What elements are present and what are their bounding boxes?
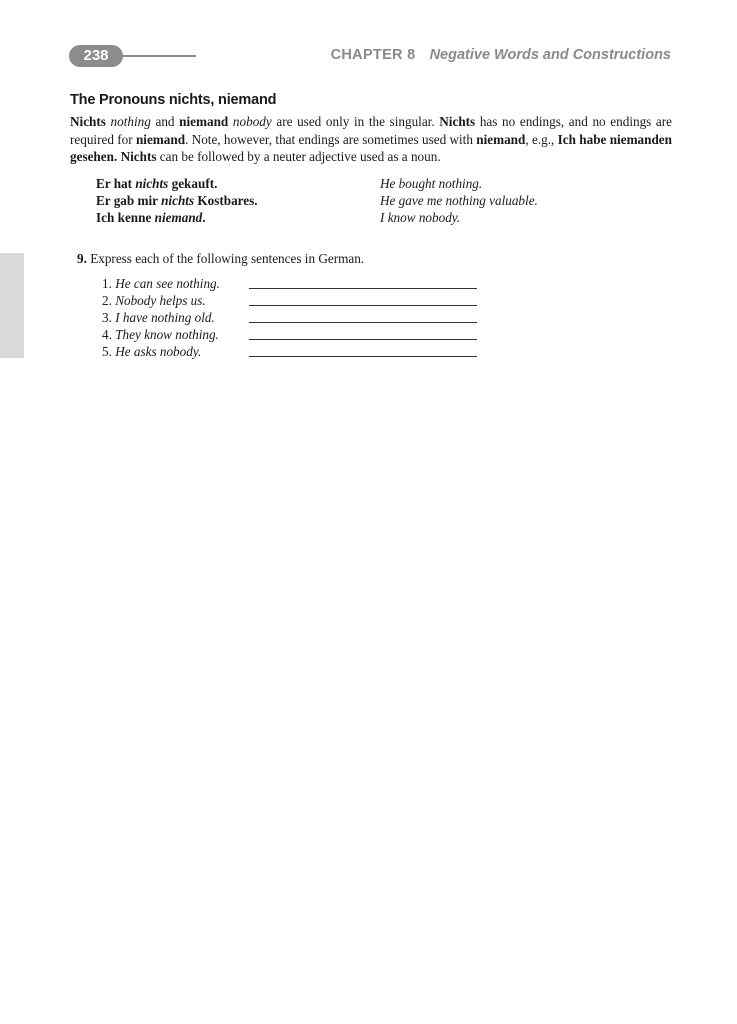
answer-line[interactable] bbox=[249, 288, 477, 289]
chapter-title: Negative Words and Constructions bbox=[429, 47, 671, 63]
text-run: can be followed by a neuter adjective used as a noun. bbox=[156, 149, 441, 164]
item-sentence: Nobody helps us. bbox=[115, 293, 206, 308]
exercise-number: 9. bbox=[77, 251, 87, 266]
term-niemand: niemand bbox=[135, 131, 186, 147]
item-number: 2. bbox=[102, 293, 112, 308]
exercise-item bbox=[102, 293, 206, 309]
answer-line[interactable] bbox=[249, 339, 477, 340]
gloss-nothing: nothing bbox=[110, 114, 151, 129]
gloss-nobody: nobody bbox=[232, 114, 272, 129]
example-text: Er gab mir bbox=[96, 193, 162, 208]
example-english: I know nobody. bbox=[380, 210, 461, 225]
term-nichts: Nichts bbox=[120, 149, 157, 164]
example-english: He gave me nothing valuable. bbox=[380, 193, 538, 208]
page-number-badge: 238 bbox=[69, 45, 123, 67]
example-phrase: Ich habe niemanden gesehen. bbox=[70, 131, 672, 164]
exercise-instruction-text: Express each of the following sentences in German. bbox=[90, 251, 365, 266]
item-number: 1. bbox=[102, 276, 112, 291]
example-text: . bbox=[202, 210, 206, 225]
term-nichts: Nichts bbox=[70, 114, 106, 129]
example-english: He bought nothing. bbox=[380, 176, 483, 191]
exercise-item bbox=[102, 327, 219, 343]
chapter-label: CHAPTER 8 bbox=[330, 47, 416, 63]
text-run: and bbox=[150, 114, 180, 129]
running-head bbox=[331, 47, 671, 63]
text-run: are used only in the singular. bbox=[271, 114, 440, 129]
header-rule bbox=[118, 55, 196, 57]
answer-line[interactable] bbox=[249, 322, 477, 323]
exercise-instruction bbox=[77, 251, 364, 267]
exercise-item bbox=[102, 276, 220, 292]
item-sentence: He asks nobody. bbox=[115, 344, 202, 359]
term-nichts: Nichts bbox=[439, 114, 476, 129]
example-text: Ich kenne bbox=[96, 210, 155, 225]
item-number: 5. bbox=[102, 344, 112, 359]
example-keyword: nichts bbox=[161, 193, 195, 208]
example-german bbox=[96, 176, 217, 192]
example-text: gekauft. bbox=[168, 176, 218, 191]
side-thumb-tab bbox=[0, 253, 24, 358]
example-german bbox=[96, 210, 206, 226]
exercise-item bbox=[102, 344, 201, 360]
intro-paragraph bbox=[70, 113, 672, 166]
item-sentence: They know nothing. bbox=[115, 327, 219, 342]
text-run: has no endings, and no endings are required for bbox=[70, 114, 673, 147]
answer-line[interactable] bbox=[249, 305, 477, 306]
answer-line[interactable] bbox=[249, 356, 477, 357]
item-sentence: I have nothing old. bbox=[115, 310, 215, 325]
example-keyword: nichts bbox=[135, 176, 169, 191]
item-number: 4. bbox=[102, 327, 112, 342]
item-sentence: He can see nothing. bbox=[115, 276, 220, 291]
section-title: The Pronouns nichts, niemand bbox=[70, 92, 277, 108]
example-german bbox=[96, 193, 258, 209]
item-number: 3. bbox=[102, 310, 112, 325]
example-text: Kostbares. bbox=[194, 193, 258, 208]
term-niemand: niemand bbox=[476, 131, 526, 147]
text-run: , e.g., bbox=[525, 131, 558, 147]
text-run: . Note, however, that endings are sometimes used with bbox=[185, 131, 477, 147]
term-niemand: niemand bbox=[179, 114, 229, 129]
example-keyword: niemand bbox=[154, 210, 203, 225]
example-text: Er hat bbox=[96, 176, 136, 191]
exercise-item bbox=[102, 310, 215, 326]
